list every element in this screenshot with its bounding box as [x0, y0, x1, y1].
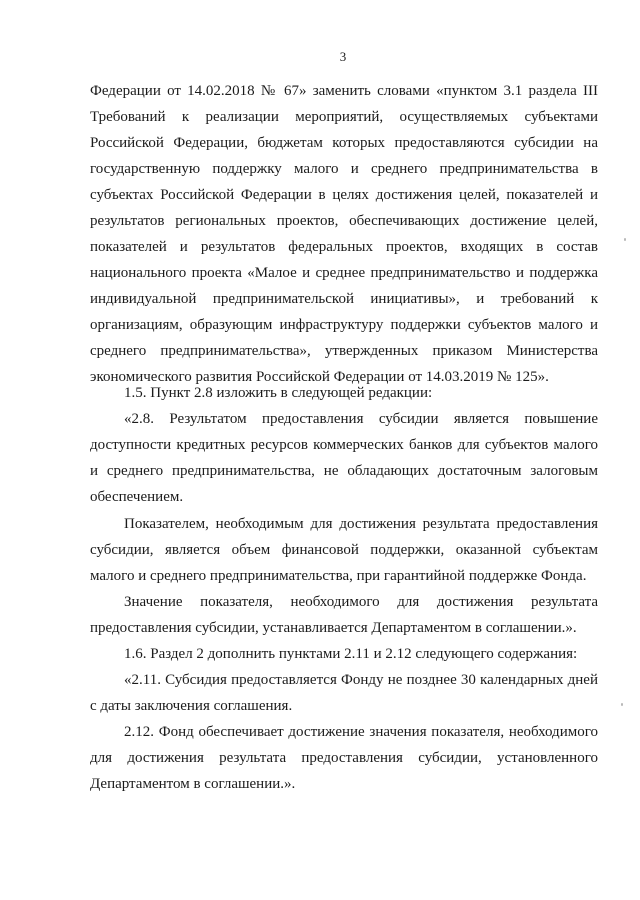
paragraph-item-1-6: 1.6. Раздел 2 дополнить пунктами 2.11 и 2.12 следующего содержания: [124, 646, 578, 662]
paragraph-continuation: Федерации от 14.02.2018 № 67» заменить словами «пунктом 3.1 раздела III Требований к реализации мероприятий, осуществляемых субъектами Российской Федерации, бюджетам которых предоставляются субсидии на государственную поддержку малого и среднего предпринимательства в субъектах Российской Федерации в целях достижения целей, показателей и результатов региональных проектов, обеспечивающих достижение целей, показателей и результатов федеральных проектов, входящих в состав национального проекта «Малое и среднее предпринимательство и поддержка индивидуальной предпринимательской инициативы», и требований к организациям, образующим инфраструктуру поддержки субъектов малого и среднего предпринимательства», утвержденных приказом Министерства экономического развития Российской Федерации от 14.03.2019 № 125». [90, 83, 598, 385]
page-number: 3 [339, 49, 347, 64]
scan-speck [621, 703, 623, 706]
paragraph-indicator-value: Значение показателя, необходимого для достижения результата предоставления субсидии, устанавливается Департаментом в соглашении.». [90, 594, 598, 636]
scan-speck [624, 238, 626, 241]
paragraph-item-1-5: 1.5. Пункт 2.8 изложить в следующей редакции: [124, 385, 433, 401]
paragraph-indicator: Показателем, необходимым для достижения результата предоставления субсидии, является объем финансовой поддержки, оказанной субъектам малого и среднего предпринимательства, при гарантийной поддержке Фонда. [90, 516, 598, 584]
paragraph-item-2-8: «2.8. Результатом предоставления субсидии является повышение доступности кредитных ресурсов коммерческих банков для субъектов малого и среднего предпринимательства, не обладающих достаточным залоговым обеспечением. [90, 411, 598, 505]
paragraph-item-2-11: «2.11. Субсидия предоставляется Фонду не позднее 30 календарных дней с даты заключения соглашения. [90, 672, 598, 714]
paragraph-item-2-12: 2.12. Фонд обеспечивает достижение значения показателя, необходимого для достижения результата предоставления субсидии, установленного Департаментом в соглашении.». [90, 724, 598, 792]
